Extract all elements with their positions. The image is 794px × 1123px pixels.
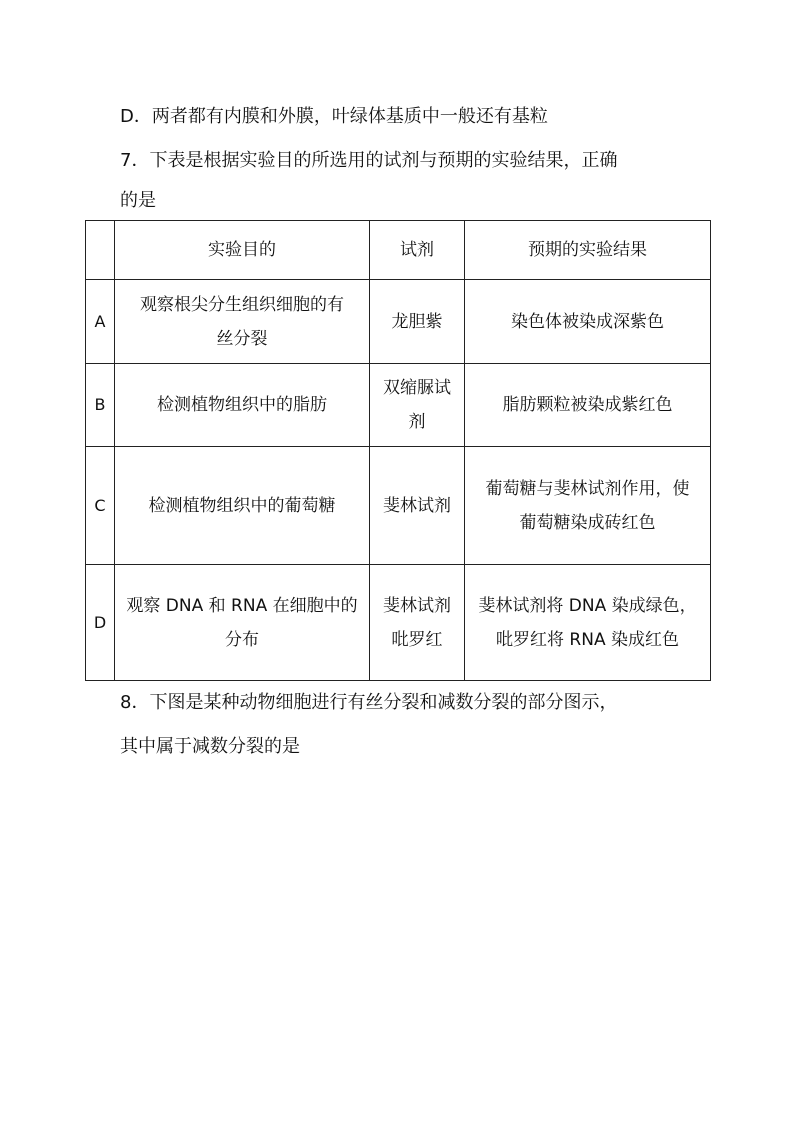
cell-text: 龙胆紫 (391, 311, 443, 332)
cell-text: 剂 (408, 412, 426, 432)
cell-text: 斐林试剂 (383, 595, 451, 616)
cell-text: 丝分裂 (216, 328, 268, 349)
result-cell (465, 364, 711, 447)
result-cell (465, 447, 711, 565)
header-cell-result: 预期的实验结果 (465, 221, 711, 280)
cell-text: 分布 (225, 629, 259, 650)
reagent-cell (370, 280, 465, 364)
cell-text: 脂肪颗粒被染成紫红色 (502, 395, 673, 415)
table-row (86, 364, 711, 447)
purpose-cell (115, 447, 370, 565)
table-row (86, 447, 711, 565)
cell-text: 葡萄糖与斐林试剂作用，使 (485, 478, 690, 499)
cell-text: 观察根尖分生组织细胞的有 (140, 294, 344, 315)
experiment-table (85, 220, 711, 681)
row-label: B (86, 364, 115, 447)
question-7-stem-line2: 的是 (120, 190, 156, 211)
table-row (86, 565, 711, 681)
cell-text: 吡罗红将 RNA 染成红色 (496, 629, 679, 650)
table-header-row (86, 221, 711, 280)
reagent-cell (370, 565, 465, 681)
result-cell (465, 280, 711, 364)
cell-text: 葡萄糖染成砖红色 (519, 512, 656, 533)
purpose-cell (115, 280, 370, 364)
header-cell-blank (86, 221, 115, 280)
row-label: C (86, 447, 115, 565)
cell-text: 斐林试剂将 DNA 染成绿色， (478, 595, 697, 616)
question-7-stem-line1: 7．下表是根据实验目的所选用的试剂与预期的实验结果，正确 (120, 150, 618, 171)
row-label: A (86, 280, 115, 364)
cell-text: 染色体被染成深紫色 (511, 311, 664, 332)
cell-text: 观察 DNA 和 RNA 在细胞中的 (126, 595, 358, 616)
cell-text: 斐林试剂 (383, 495, 451, 516)
cell-text: 检测植物组织中的葡萄糖 (148, 495, 336, 516)
reagent-cell (370, 364, 465, 447)
cell-text: 检测植物组织中的脂肪 (157, 395, 327, 415)
question-8-stem-line1: 8．下图是某种动物细胞进行有丝分裂和减数分裂的部分图示， (120, 692, 618, 713)
table-row (86, 280, 711, 364)
reagent-cell (370, 447, 465, 565)
header-cell-purpose: 实验目的 (115, 221, 370, 280)
question-8-stem-line2: 其中属于减数分裂的是 (120, 736, 300, 757)
header-cell-reagent: 试剂 (370, 221, 465, 280)
row-label: D (86, 565, 115, 681)
result-cell (465, 565, 711, 681)
purpose-cell (115, 565, 370, 681)
cell-text: 双缩脲试 (383, 378, 451, 398)
purpose-cell (115, 364, 370, 447)
option-d-text: D．两者都有内膜和外膜，叶绿体基质中一般还有基粒 (120, 106, 548, 127)
cell-text: 吡罗红 (391, 629, 443, 650)
